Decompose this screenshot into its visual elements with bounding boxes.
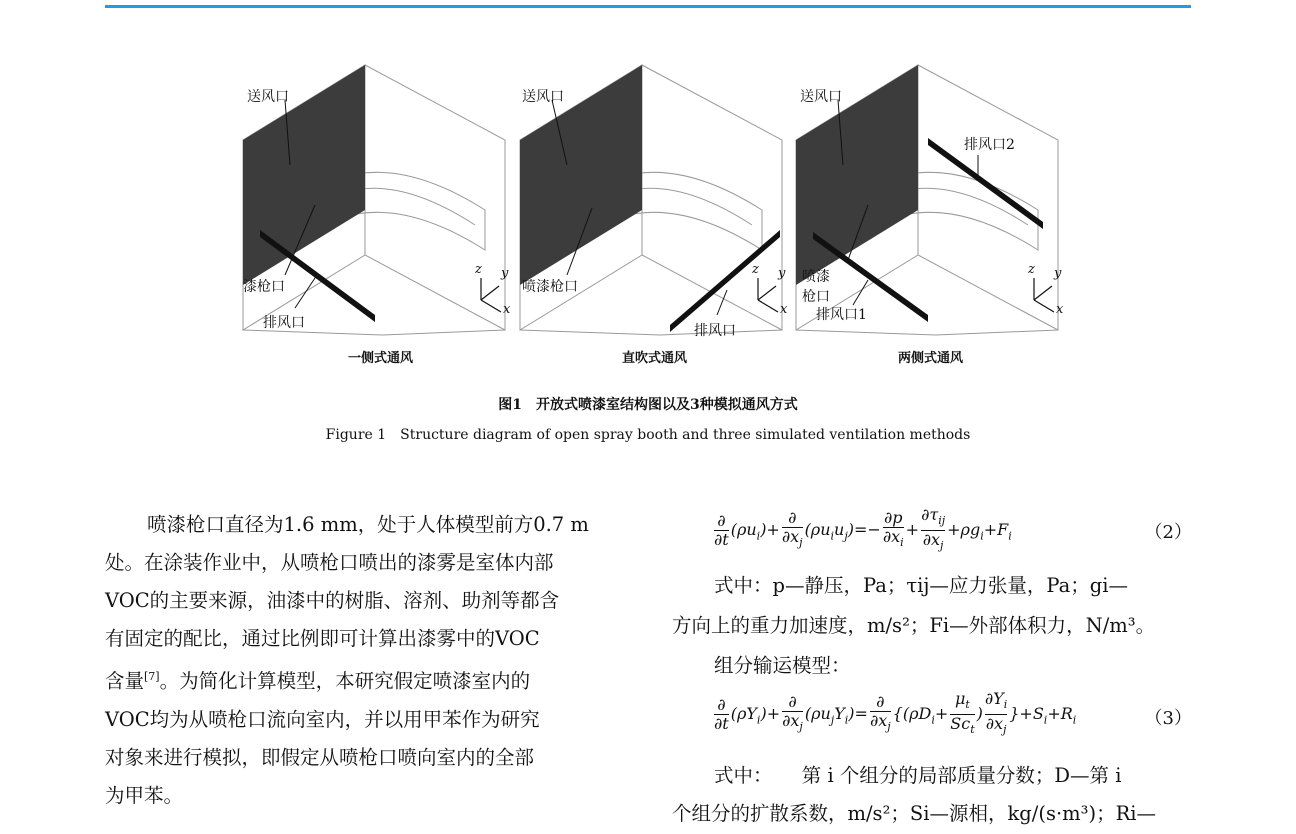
equation-3-number: （3） bbox=[1144, 708, 1192, 729]
text-line: 组分输运模型： bbox=[714, 654, 851, 677]
header-accent-line bbox=[105, 5, 1191, 8]
text-line: 式中： 第 i 个组分的局部质量分数；D—第 i bbox=[714, 764, 1122, 787]
axis-z-label: z bbox=[752, 262, 759, 277]
left-paragraph bbox=[105, 506, 630, 815]
text-line: 对象来进行模拟，即假定从喷枪口喷向室内的全部 bbox=[105, 745, 535, 769]
figure-panel-one-side bbox=[235, 60, 515, 360]
citation-ref: [7] bbox=[144, 670, 160, 683]
axis-x-label: x bbox=[503, 302, 511, 317]
axis-x-label: x bbox=[1056, 302, 1064, 317]
text-line: 个组分的扩散系数，m/s²；Si—源相，kg/(s·m³)；Ri— bbox=[672, 802, 1156, 825]
equation-3: $\frac{\partial}{\partial t}$ $(\rho Y_i)+$ $\frac{\partial}{\partial x_j}$ $(\rho u_jY_i)=$ $\frac{\partial}{\partial x_j}$ {($\rho D_i+$ $\frac{\mu_t}{Sc_t}$ ) $\frac{\partial Y_i}{\partial x_j}$ }$+S_i+R_i$ bbox=[714, 689, 1077, 737]
axis-z-label: z bbox=[475, 262, 482, 277]
equation-2-number: （2） bbox=[1144, 522, 1192, 543]
text-line bbox=[105, 658, 630, 701]
figure-panel-direct bbox=[512, 60, 792, 360]
figure-panel-two-side bbox=[788, 60, 1068, 360]
text-fragment: 。为简化计算模型，本研究假定喷漆室内的 bbox=[159, 669, 531, 693]
exhaust-vent-label: 排风口 bbox=[694, 323, 736, 339]
text-line: 方向上的重力加速度，m/s²；Fi—外部体积力，N/m³。 bbox=[672, 614, 1156, 637]
spray-gun-label-line1: 喷漆 bbox=[802, 269, 830, 285]
axis-y-label: y bbox=[501, 266, 509, 281]
text-line: VOC的主要来源，油漆中的树脂、溶剂、助剂等都含 bbox=[105, 589, 560, 612]
text-line: 有固定的配比，通过比例即可计算出漆雾中的VOC bbox=[105, 627, 540, 650]
supply-vent-label: 送风口 bbox=[247, 89, 289, 105]
text-line: 式中：p—静压，Pa；τij—应力张量，Pa；gi— bbox=[714, 574, 1129, 597]
exhaust-vent-label: 排风口 bbox=[263, 315, 305, 331]
supply-vent-label: 送风口 bbox=[522, 89, 564, 105]
figure-caption-en: Figure 1 Structure diagram of open spray booth and three simulated ventilation methods bbox=[325, 427, 971, 443]
subtitle-direct: 直吹式通风 bbox=[622, 351, 688, 366]
axis-y-label: y bbox=[778, 266, 786, 281]
subtitle-two-side: 两侧式通风 bbox=[898, 351, 964, 366]
spray-gun-label-line2: 枪口 bbox=[802, 289, 830, 305]
axis-y-label: y bbox=[1054, 266, 1062, 281]
figure-caption-cn: 图1 开放式喷漆室结构图以及3种模拟通风方式 bbox=[498, 397, 798, 413]
text-fragment: 含量 bbox=[105, 669, 145, 693]
supply-vent-label: 送风口 bbox=[800, 89, 842, 105]
text-line: 为甲苯。 bbox=[105, 783, 184, 807]
text-line: 喷漆枪口直径为1.6 mm，处于人体模型前方0.7 m bbox=[147, 513, 589, 536]
text-line: 处。在涂装作业中，从喷枪口喷出的漆雾是室体内部 bbox=[105, 551, 554, 574]
subtitle-one-side: 一侧式通风 bbox=[348, 351, 414, 366]
equation-2: $\frac{\partial}{\partial t}$ $(\rho u_i)+$ $\frac{\partial}{\partial x_j}$ $(\rho u_iu_j)=-$ $\frac{\partial p}{\partial x_i}$ + $\frac{\partial\tau_{ij}}{\partial x_j}$ $+\rho g_i+F_i$ bbox=[714, 505, 1012, 553]
exhaust-vent-1-label: 排风口1 bbox=[816, 307, 867, 323]
axis-x-label: x bbox=[780, 302, 788, 317]
spray-gun-label: 漆枪口 bbox=[243, 279, 285, 295]
axis-z-label: z bbox=[1028, 262, 1035, 277]
spray-gun-label: 喷漆枪口 bbox=[522, 279, 578, 295]
text-line: VOC均为从喷枪口流向室内，并以用甲苯作为研究 bbox=[105, 707, 540, 731]
exhaust-vent-2-label: 排风口2 bbox=[964, 137, 1015, 153]
